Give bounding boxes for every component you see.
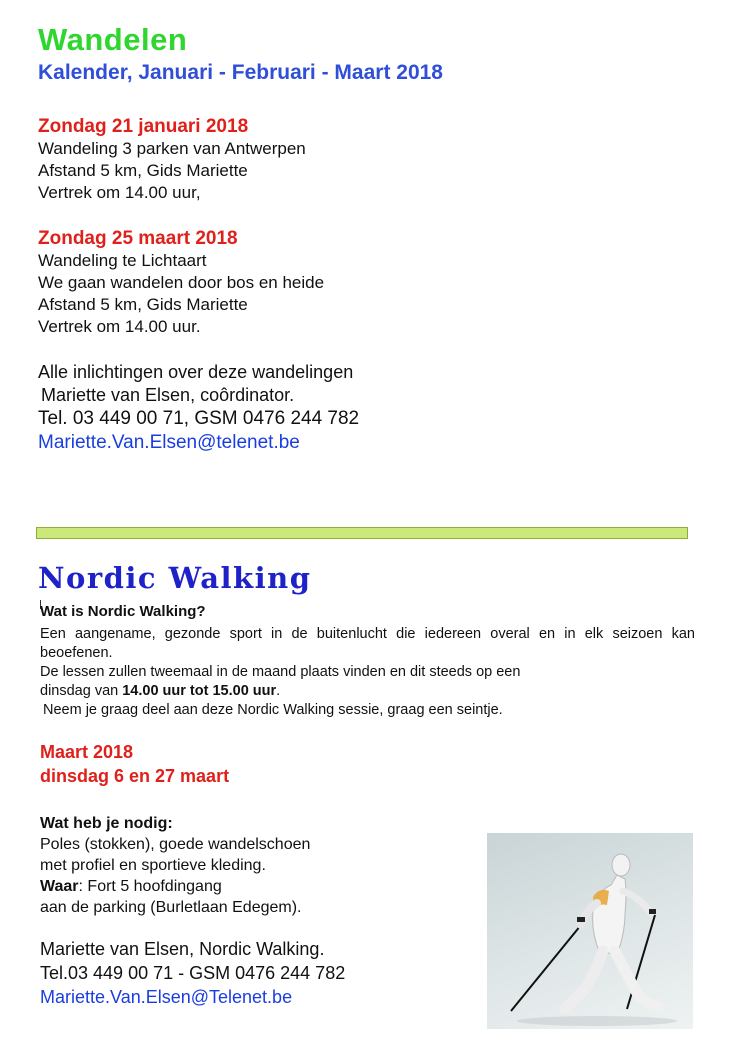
event-line: Vertrek om 14.00 uur.	[38, 317, 201, 336]
nordic-walker-illustration	[487, 833, 693, 1029]
location-label: Waar	[40, 878, 79, 895]
contact-email-link[interactable]: Mariette.Van.Elsen@telenet.be	[38, 432, 300, 453]
calendar-subtitle: Kalender, Januari - Februari - Maart 2018	[38, 61, 443, 84]
contact-phone: Tel. 03 449 00 71, GSM 0476 244 782	[38, 408, 360, 429]
nordic-question: Wat is Nordic Walking?	[40, 603, 206, 620]
signature-phone: Tel.03 449 00 71 - GSM 0476 244 782	[40, 963, 346, 983]
page-title: Wandelen	[38, 22, 188, 57]
requirements-line: met profiel en sportieve kleding.	[40, 857, 266, 874]
walker-figure-icon	[487, 833, 693, 1029]
nordic-description	[40, 625, 695, 720]
location-line	[40, 876, 310, 897]
event-date: Zondag 25 maart 2018	[38, 228, 238, 249]
event-line: Wandeling te Lichtaart	[38, 251, 207, 270]
contact-block	[38, 361, 359, 455]
nordic-walking-title: Nordic Walking	[38, 561, 312, 595]
description-line: beoefenen.	[40, 645, 113, 661]
event-1	[38, 116, 306, 204]
nordic-schedule	[40, 740, 229, 788]
time-range: 14.00 uur tot 15.00 uur	[122, 683, 277, 699]
description-line: De lessen zullen tweemaal in de maand plaats vinden en dit steeds op een	[40, 664, 521, 680]
description-line	[40, 682, 695, 701]
event-line: Vertrek om 14.00 uur,	[38, 183, 201, 202]
description-line: Een aangename, gezonde sport in de buitenlucht die iedereen overal en in elk seizoen kan	[40, 626, 695, 642]
signature-name: Mariette van Elsen, Nordic Walking.	[40, 939, 325, 959]
nordic-contact	[40, 937, 345, 1009]
location-text: : Fort 5 hoofdingang	[78, 878, 222, 895]
event-line: Afstand 5 km, Gids Mariette	[38, 295, 248, 314]
schedule-dates: dinsdag 6 en 27 maart	[40, 766, 230, 786]
event-2	[38, 228, 324, 338]
requirements-block	[40, 813, 310, 918]
event-line: Afstand 5 km, Gids Mariette	[38, 161, 248, 180]
time-prefix: dinsdag van	[40, 683, 123, 699]
event-date: Zondag 21 januari 2018	[38, 116, 249, 137]
time-suffix: .	[276, 683, 281, 699]
event-line: Wandeling 3 parken van Antwerpen	[38, 139, 306, 158]
location-line: aan de parking (Burletlaan Edegem).	[40, 899, 302, 916]
contact-coordinator: Mariette van Elsen, coôrdinator.	[41, 385, 295, 405]
section-divider	[36, 527, 688, 539]
requirements-heading: Wat heb je nodig:	[40, 815, 173, 832]
contact-intro: Alle inlichtingen over deze wandelingen	[38, 362, 354, 382]
requirements-line: Poles (stokken), goede wandelschoen	[40, 836, 311, 853]
description-line: Neem je graag deel aan deze Nordic Walking sessie, graag een seintje.	[43, 702, 503, 718]
schedule-month: Maart 2018	[40, 742, 134, 762]
event-line: We gaan wandelen door bos en heide	[38, 273, 325, 292]
signature-email-link[interactable]: Mariette.Van.Elsen@Telenet.be	[40, 987, 293, 1007]
